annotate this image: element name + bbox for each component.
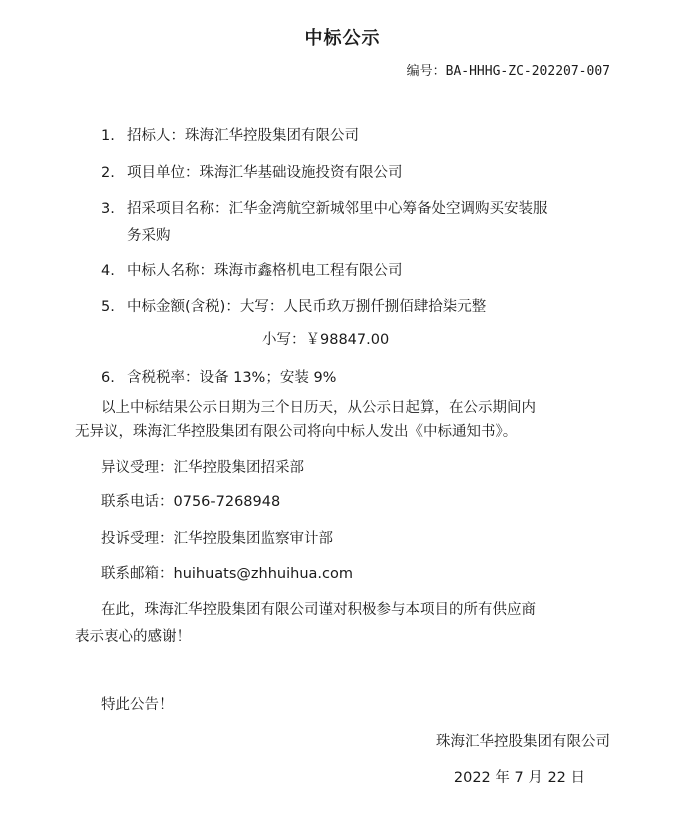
complaint-contact: 投诉受理：汇华控股集团监察审计部 xyxy=(101,531,333,547)
item-number: 1. xyxy=(101,128,115,144)
notice-closing: 特此公告！ xyxy=(101,697,174,713)
item-number: 3. xyxy=(101,201,115,217)
objection-contact: 异议受理：汇华控股集团招采部 xyxy=(101,460,304,476)
item-text-continued: 务采购 xyxy=(127,228,171,244)
list-item xyxy=(101,124,359,145)
item-text: 中标人名称：珠海市鑫格机电工程有限公司 xyxy=(127,263,403,279)
item-number: 2. xyxy=(101,165,115,181)
result-paragraph-line2: 无异议，珠海汇华控股集团有限公司将向中标人发出《中标通知书》。 xyxy=(75,424,518,440)
item-text: 项目单位：珠海汇华基础设施投资有限公司 xyxy=(127,165,403,181)
list-item xyxy=(101,161,403,182)
email-contact: 联系邮箱：huihuats@zhhuihua.com xyxy=(101,566,353,582)
item-text: 招采项目名称：汇华金湾航空新城邻里中心筹备处空调购买安装服 xyxy=(127,201,548,217)
item-number: 5. xyxy=(101,299,115,315)
amount-lowercase: 小写：￥98847.00 xyxy=(262,332,390,348)
issuing-organization: 珠海汇华控股集团有限公司 xyxy=(436,734,610,750)
item-text: 含税税率：设备 13%；安装 9% xyxy=(127,370,337,386)
list-item xyxy=(101,197,548,218)
list-item xyxy=(101,366,336,387)
document-number: 编号：BA-HHHG-ZC-202207-007 xyxy=(406,64,610,79)
thanks-paragraph-line2: 表示衷心的感谢！ xyxy=(75,629,191,645)
issue-date: 2022 年 7 月 22 日 xyxy=(453,770,585,786)
item-number: 4. xyxy=(101,263,115,279)
list-item xyxy=(101,295,486,316)
page-title: 中标公示 xyxy=(304,28,381,49)
item-number: 6. xyxy=(101,370,115,386)
phone-contact: 联系电话：0756-7268948 xyxy=(101,494,281,510)
thanks-paragraph-line1: 在此，珠海汇华控股集团有限公司谨对积极参与本项目的所有供应商 xyxy=(101,602,536,618)
item-text: 招标人：珠海汇华控股集团有限公司 xyxy=(127,128,359,144)
result-paragraph-line1: 以上中标结果公示日期为三个日历天，从公示日起算，在公示期间内 xyxy=(101,400,536,416)
list-item xyxy=(101,259,403,280)
item-text: 中标金额(含税)：大写：人民币玖万捌仟捌佰肆拾柒元整 xyxy=(127,299,487,315)
